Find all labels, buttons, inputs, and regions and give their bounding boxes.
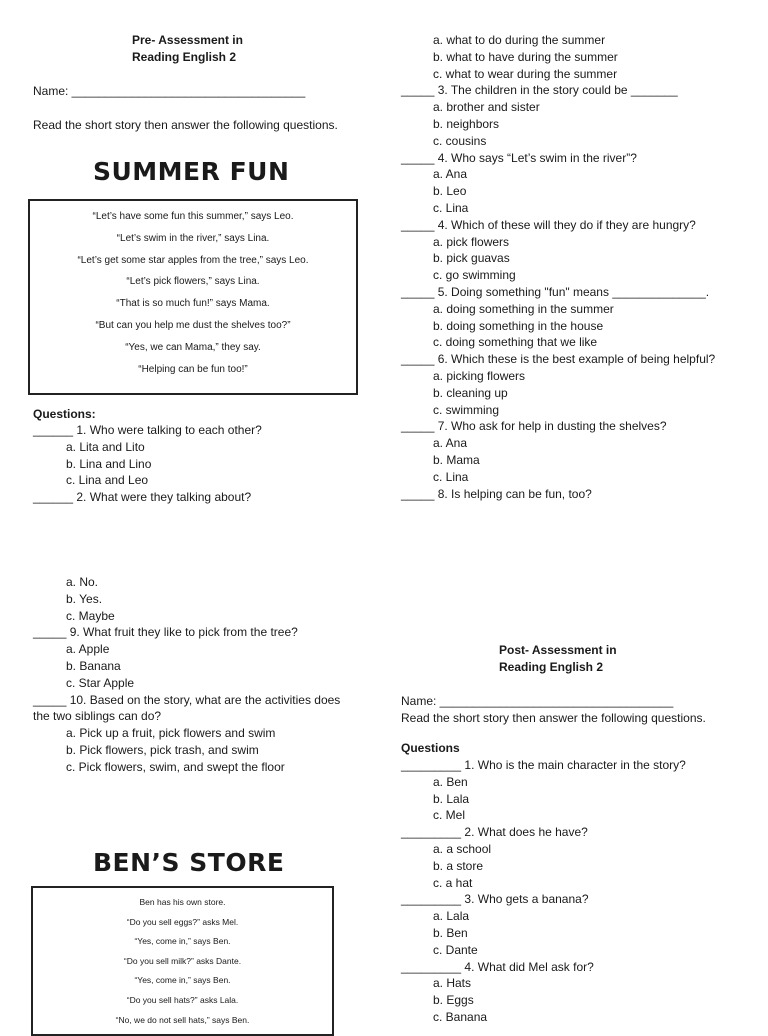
- answer-option: b. Leo: [433, 184, 467, 199]
- pre-story-title: SUMMER FUN: [93, 157, 290, 186]
- question-line: _____ 5. Doing something "fun" means ______________.: [401, 284, 710, 299]
- answer-option: b. Lina and Lino: [66, 456, 152, 471]
- post-story-line: Ben has his own store.: [139, 897, 226, 907]
- answer-option: a. Ben: [433, 774, 468, 789]
- pre-questions-heading: Questions:: [33, 407, 96, 421]
- pre-story-line: “Helping can be fun too!”: [138, 363, 248, 375]
- answer-option: b. what to have during the summer: [433, 49, 618, 64]
- answer-option: b. Lala: [433, 791, 470, 806]
- answer-option: b. Mama: [433, 452, 480, 467]
- question-line: _____ 4. Which of these will they do if they are hungry?: [401, 217, 696, 232]
- pre-instructions: Read the short story then answer the following questions.: [33, 118, 338, 132]
- answer-option: b. Ben: [433, 925, 468, 940]
- pre-story-line: “But can you help me dust the shelves too?”: [95, 319, 291, 331]
- pre-story-line: “Let’s swim in the river,” says Lina.: [116, 232, 270, 244]
- pre-right-questions: [401, 32, 715, 502]
- answer-option: a. picking flowers: [433, 368, 526, 383]
- question-line: _________ 4. What did Mel ask for?: [401, 959, 594, 974]
- answer-option: c. go swimming: [433, 268, 516, 283]
- pre-story-line: “Yes, we can Mama,” they say.: [125, 341, 261, 353]
- answer-option: c. Pick flowers, swim, and swept the floor: [66, 759, 285, 774]
- answer-option: c. Lina and Leo: [66, 473, 149, 488]
- answer-option: a. what to do during the summer: [433, 33, 606, 47]
- answer-option: a. doing something in the summer: [433, 301, 614, 316]
- answer-option: c. doing something that we like: [433, 335, 598, 350]
- answer-option: b. doing something in the house: [433, 318, 604, 333]
- answer-option: a. brother and sister: [433, 100, 540, 115]
- pre-story-line: “Let’s pick flowers,” says Lina.: [126, 276, 260, 288]
- pre-story-line: “That is so much fun!” says Mama.: [116, 298, 270, 310]
- answer-option: b. Eggs: [433, 993, 474, 1008]
- pre-left-questions: [33, 422, 262, 506]
- question-line: the two siblings can do?: [33, 709, 162, 724]
- answer-option: a. Ana: [433, 167, 468, 182]
- question-line: _____ 10. Based on the story, what are the activities does: [33, 692, 341, 707]
- post-story-line: “No, we do not sell hats,” says Ben.: [115, 1014, 250, 1025]
- answer-option: c. Lina: [433, 469, 469, 484]
- answer-option: c. Lina: [433, 200, 469, 215]
- question-line: _________ 1. Who is the main character in the story?: [401, 758, 686, 772]
- answer-option: a. No.: [66, 575, 99, 589]
- pre-continued-questions: [33, 574, 340, 776]
- question-line: _________ 3. Who gets a banana?: [401, 892, 589, 907]
- question-line: ______ 1. Who were talking to each other?: [33, 423, 262, 437]
- pre-story-line: “Let’s get some star apples from the tree,” says Leo.: [77, 254, 309, 266]
- answer-option: a. Lita and Lito: [66, 439, 145, 454]
- answer-option: c. cousins: [433, 133, 487, 148]
- answer-option: a. Pick up a fruit, pick flowers and swim: [66, 726, 276, 741]
- answer-option: c. Dante: [433, 942, 478, 957]
- answer-option: a. a school: [433, 841, 492, 856]
- answer-option: a. Lala: [433, 909, 470, 924]
- answer-option: b. Yes.: [66, 591, 103, 606]
- answer-option: c. Maybe: [66, 608, 115, 623]
- answer-option: c. Mel: [433, 808, 466, 823]
- pre-story-line: “Let’s have some fun this summer,” says Leo.: [92, 211, 294, 222]
- question-line: _____ 6. Which these is the best example of being helpful?: [401, 352, 716, 367]
- answer-option: a. Ana: [433, 436, 468, 451]
- post-questions: [401, 757, 686, 1026]
- post-title-line-2: Reading English 2: [499, 660, 604, 674]
- answer-option: a. Hats: [433, 976, 472, 991]
- answer-option: c. Banana: [433, 1009, 488, 1024]
- answer-option: c. a hat: [433, 875, 473, 890]
- question-line: _____ 9. What fruit they like to pick from the tree?: [33, 625, 298, 640]
- post-story-line: “Do you sell milk?” asks Dante.: [123, 955, 242, 966]
- answer-option: b. neighbors: [433, 116, 500, 131]
- post-story-line: “Do you sell eggs?” asks Mel.: [126, 916, 239, 927]
- post-instructions: Read the short story then answer the following questions.: [401, 711, 706, 725]
- pre-story-box: [28, 199, 358, 395]
- question-line: ______ 2. What were they talking about?: [33, 490, 252, 505]
- answer-option: c. swimming: [433, 402, 500, 417]
- answer-option: c. what to wear during the summer: [433, 66, 618, 81]
- question-line: _____ 4. Who says “Let’s swim in the river”?: [401, 150, 637, 165]
- question-line: _____ 3. The children in the story could be _______: [401, 83, 678, 98]
- answer-option: b. pick guavas: [433, 251, 510, 266]
- post-story-line: “Do you sell hats?” asks Lala.: [126, 994, 239, 1005]
- post-story-title: BEN’S STORE: [93, 848, 285, 877]
- post-title-line-1: Post- Assessment in: [499, 643, 617, 657]
- post-story-line: “Yes, come in,” says Ben.: [134, 936, 231, 947]
- answer-option: c. Star Apple: [66, 675, 135, 690]
- question-line: _____ 8. Is helping can be fun, too?: [401, 486, 592, 501]
- post-questions-heading: Questions: [401, 741, 460, 755]
- post-story-box: [31, 886, 334, 1036]
- answer-option: a. pick flowers: [433, 234, 510, 249]
- answer-option: a. Apple: [66, 642, 110, 657]
- pre-name-field: Name: ___________________________________: [33, 84, 306, 98]
- pre-title-line-1: Pre- Assessment in: [132, 33, 243, 47]
- answer-option: b. a store: [433, 858, 484, 873]
- post-story-line: “Yes, come in,” says Ben.: [134, 975, 231, 986]
- answer-option: b. Pick flowers, pick trash, and swim: [66, 742, 259, 757]
- answer-option: b. Banana: [66, 658, 121, 673]
- pre-title-line-2: Reading English 2: [132, 50, 237, 64]
- question-line: _________ 2. What does he have?: [401, 825, 588, 840]
- post-name-field: Name: ___________________________________: [401, 694, 674, 708]
- answer-option: b. cleaning up: [433, 385, 508, 400]
- question-line: _____ 7. Who ask for help in dusting the shelves?: [401, 419, 667, 434]
